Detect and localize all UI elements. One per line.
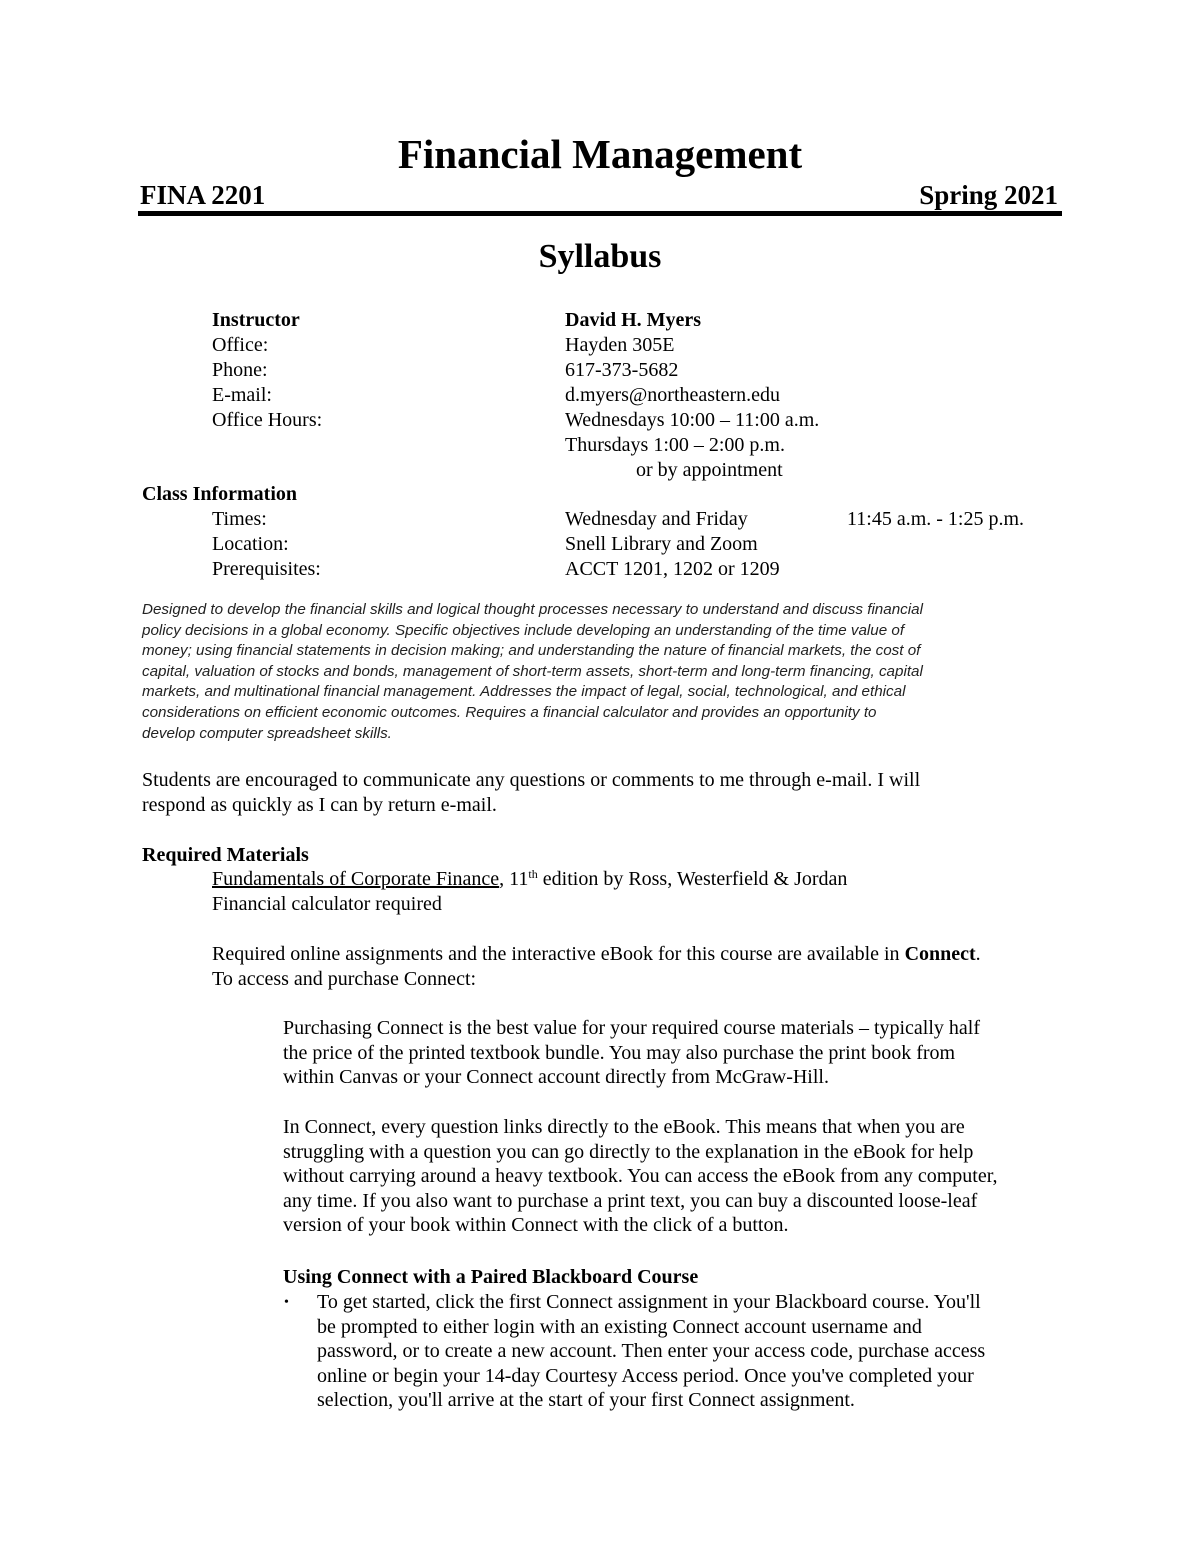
email-label: E-mail: [212,384,272,406]
blackboard-line: To get started, click the first Connect assignment in your Blackboard course. You'll [317,1291,981,1313]
purchase-line: Purchasing Connect is the best value for your required course materials – typically half [283,1017,981,1039]
ebook-line: In Connect, every question links directly to the eBook. This means that when you are [283,1116,965,1138]
times-hours: 11:45 a.m. - 1:25 p.m. [847,508,1025,530]
description-line: capital, valuation of stocks and bonds, management of short-term assets, short-term and long-term financing, capital [142,662,923,680]
location-label: Location: [212,533,289,555]
description-line: policy decisions in a global economy. Specific objectives include developing an understanding of the time value of [142,621,905,639]
textbook-title: Fundamentals of Corporate Finance [212,868,500,890]
ebook-line: struggling with a question you can go directly to the explanation in the eBook for help [283,1140,974,1163]
times-label: Times: [212,508,267,530]
description-line: markets, and multinational financial management. Addresses the impact of legal, social, technological, and ethical [142,683,906,701]
textbook-line [212,867,847,892]
purchase-line: within Canvas or your Connect account directly from McGraw-Hill. [283,1066,829,1088]
connect-bold: Connect [904,943,976,965]
office-value: Hayden 305E [565,334,675,356]
connect-period: . [975,943,981,965]
office-hours-line-1: Wednesdays 10:00 – 11:00 a.m. [565,409,820,431]
times-days: Wednesday and Friday [565,508,748,530]
ebook-paragraph [283,1115,1063,1238]
phone-label: Phone: [212,359,268,381]
calculator-note: Financial calculator required [212,893,442,915]
ebook-line: version of your book within Connect with the click of a button. [283,1214,789,1236]
course-term: Spring 2021 [919,180,1058,210]
textbook-edition-number: , 11 [499,868,529,890]
textbook-edition-suffix: th [528,867,538,881]
office-hours-line-3: or by appointment [636,459,783,481]
description-line: money; using financial statements in decision making; and understanding the nature of financial markets, the cost of [142,642,921,660]
blackboard-heading: Using Connect with a Paired Blackboard Course [283,1266,699,1288]
connect-text: Required online assignments and the interactive eBook for this course are available in [212,943,905,965]
purchase-line: the price of the printed textbook bundle. You may also purchase the print book from [283,1041,956,1064]
ebook-line: without carrying around a heavy textbook. You can access the eBook from any computer, [283,1165,998,1187]
communication-note [142,768,1062,817]
office-hours-label: Office Hours: [212,409,323,431]
description-line: Designed to develop the financial skills and logical thought processes necessary to understand and discuss financial [142,601,923,618]
location-value: Snell Library and Zoom [565,533,758,555]
course-code: FINA 2201 [140,180,266,210]
purchase-paragraph [283,1016,1063,1090]
blackboard-line: online or begin your 14-day Courtesy Access period. Once you've completed your [317,1364,974,1387]
ebook-line: any time. If you also want to purchase a print text, you can buy a discounted loose-leaf [283,1189,978,1212]
course-description [142,600,1062,744]
prerequisites-label: Prerequisites: [212,558,321,580]
instructor-heading: Instructor [212,309,300,331]
required-materials-heading: Required Materials [142,844,309,866]
instructor-name: David H. Myers [565,309,702,331]
description-line: considerations on efficient economic outcomes. Requires a financial calculator and provides an opportunity to [142,703,877,721]
office-label: Office: [212,334,269,356]
email-value: d.myers@northeastern.edu [565,384,781,406]
blackboard-instructions [317,1290,1062,1413]
class-info-heading: Class Information [142,483,298,505]
header-rule [138,211,1062,216]
syllabus-heading: Syllabus [538,238,662,275]
communication-line: respond as quickly as I can by return e-mail. [142,793,497,816]
connect-line-1 [212,942,981,967]
prerequisites-value: ACCT 1201, 1202 or 1209 [565,558,780,580]
bullet-icon: • [284,1295,289,1310]
communication-line: Students are encouraged to communicate any questions or comments to me through e-mail. I will [142,769,921,791]
blackboard-line: password, or to create a new account. Then enter your access code, purchase access [317,1340,986,1362]
description-line: develop computer spreadsheet skills. [142,724,392,742]
blackboard-line: be prompted to either login with an existing Connect account username and [317,1315,922,1338]
office-hours-line-2: Thursdays 1:00 – 2:00 p.m. [565,434,785,456]
document-title: Financial Management [397,131,803,177]
blackboard-line: selection, you'll arrive at the start of your first Connect assignment. [317,1389,855,1411]
textbook-authors: edition by Ross, Westerfield & Jordan [537,868,848,890]
connect-line-2: To access and purchase Connect: [212,968,477,990]
phone-value: 617-373-5682 [565,359,679,381]
